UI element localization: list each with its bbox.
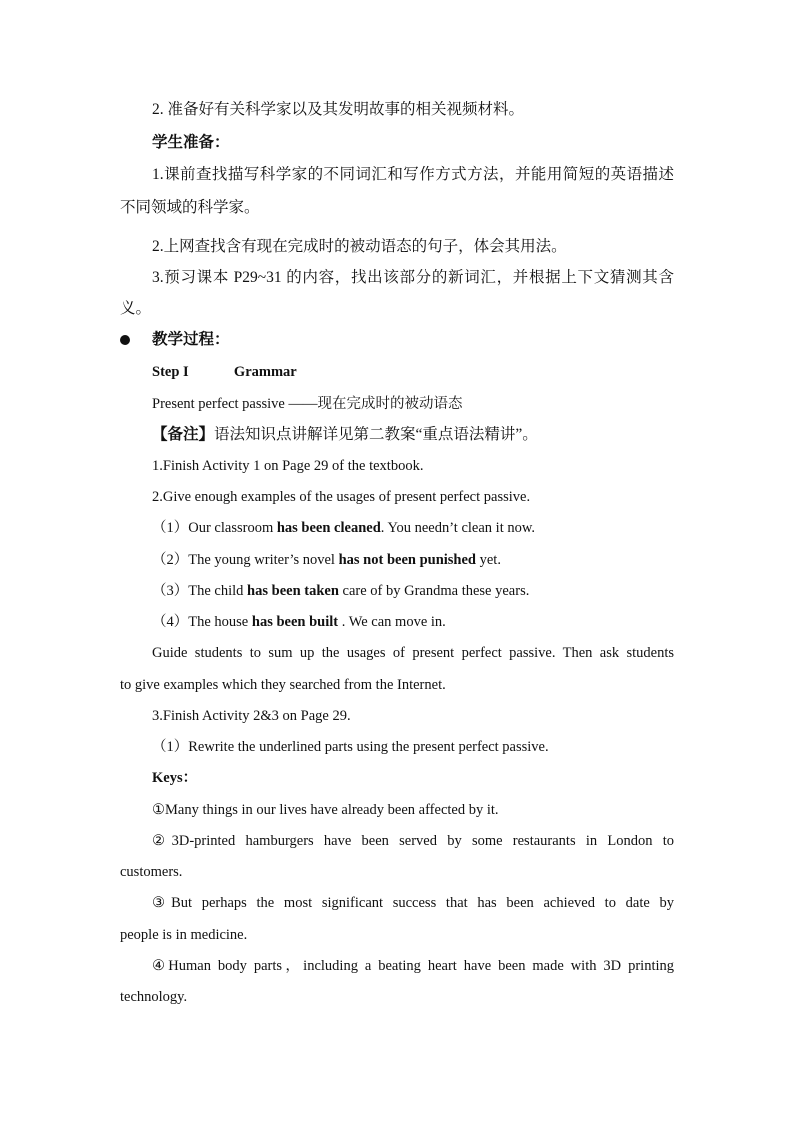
example-4 bbox=[152, 612, 446, 632]
topic-line: Present perfect passive ——现在完成时的被动语态 bbox=[152, 396, 463, 412]
note-label: 【备注】 bbox=[152, 426, 215, 443]
example-text-end: . You needn’t clean it now. bbox=[380, 520, 536, 536]
step-label bbox=[152, 362, 297, 382]
guide-line-1: Guide students to sum up the usages of present perfect passive. Then ask students bbox=[152, 645, 674, 661]
example-number: （3） bbox=[152, 583, 189, 599]
example-1 bbox=[152, 518, 535, 538]
example-number: （4） bbox=[152, 614, 189, 630]
example-text: Our classroom bbox=[188, 520, 277, 536]
key-4-line-1: ④Human body parts，including a beating heart have been made with 3D printing bbox=[152, 958, 674, 974]
student-prep-item-1-line-1: 1.课前查找描写科学家的不同词汇和写作方式方法，并能用简短的英语描述 bbox=[152, 166, 674, 183]
note-line bbox=[152, 425, 538, 445]
process-heading: 教学过程： bbox=[152, 331, 230, 348]
example-number: （1） bbox=[152, 520, 189, 536]
student-prep-heading: 学生准备： bbox=[152, 134, 230, 151]
task-3-sub: （1）Rewrite the underlined parts using the present perfect passive. bbox=[152, 739, 549, 755]
teacher-prep-item-2: 2. 准备好有关科学家以及其发明故事的相关视频材料。 bbox=[152, 101, 525, 118]
student-prep-item-2: 2.上网查找含有现在完成时的被动语态的句子，体会其用法。 bbox=[152, 238, 567, 255]
example-text-end: care of by Grandma these years. bbox=[338, 583, 530, 599]
step-title: Grammar bbox=[233, 364, 297, 380]
key-1: ①Many things in our lives have already been affected by it. bbox=[152, 802, 499, 818]
note-text: 语法知识点讲解详见第二教案“重点语法精讲”。 bbox=[214, 426, 538, 443]
bullet-icon bbox=[120, 335, 130, 345]
example-text-end: yet. bbox=[476, 552, 501, 568]
example-text: The house bbox=[188, 614, 252, 630]
student-prep-item-1-line-2: 不同领域的科学家。 bbox=[120, 199, 260, 216]
guide-line-2: to give examples which they searched from the Internet. bbox=[120, 677, 446, 693]
student-prep-item-3-line-2: 义。 bbox=[120, 300, 152, 317]
example-text: The young writer’s novel bbox=[188, 552, 339, 568]
key-4-line-2: technology. bbox=[120, 989, 188, 1005]
task-3: 3.Finish Activity 2&3 on Page 29. bbox=[152, 708, 351, 724]
example-bold-verb: has been cleaned bbox=[276, 520, 381, 536]
example-text: The child bbox=[188, 583, 248, 599]
student-prep-item-3-line-1: 3.预习课本 P29~31 的内容，找出该部分的新词汇，并根据上下文猜测其含 bbox=[152, 269, 674, 286]
example-2 bbox=[152, 550, 501, 570]
example-number: （2） bbox=[152, 552, 189, 568]
keys-label: Keys： bbox=[152, 770, 198, 786]
key-3-line-1: ③But perhaps the most significant success that has been achieved to date by bbox=[152, 895, 674, 911]
example-bold-verb: has not been punished bbox=[338, 552, 476, 568]
key-2-line-2: customers. bbox=[120, 864, 183, 880]
task-1: 1.Finish Activity 1 on Page 29 of the textbook. bbox=[152, 458, 424, 474]
example-text-end: . We can move in. bbox=[338, 614, 446, 630]
step-label-text: Step I bbox=[152, 364, 189, 380]
example-bold-verb: has been built bbox=[251, 614, 339, 630]
key-3-line-2: people is in medicine. bbox=[120, 927, 248, 943]
task-2: 2.Give enough examples of the usages of present perfect passive. bbox=[152, 489, 531, 505]
key-2-line-1: ②3D-printed hamburgers have been served by some restaurants in London to bbox=[152, 833, 674, 849]
example-3 bbox=[152, 581, 529, 601]
example-bold-verb: has been taken bbox=[247, 583, 339, 599]
